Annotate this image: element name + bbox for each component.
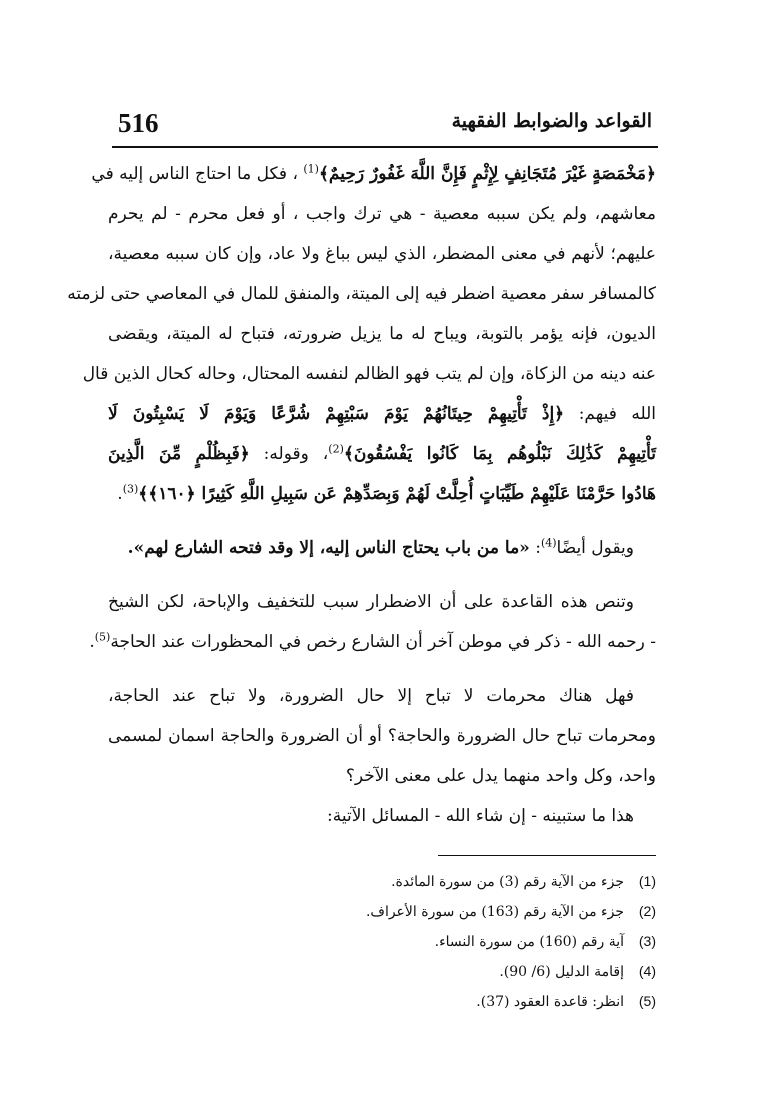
footnote-text: إقامة الدليل (6/ 90). [499, 964, 624, 980]
paragraph-line: وتنص هذه القاعدة على أن الاضطرار سبب للتخفيف والإباحة، لكن الشيخ [108, 592, 634, 612]
text-span: - رحمه الله - ذكر في موطن آخر أن الشارع رخص في المحظورات عند الحاجة [110, 632, 656, 652]
footnote-text: جزء من الآية رقم (3) من سورة المائدة. [391, 874, 624, 890]
paragraph-line: ومحرمات تباح حال الضرورة والحاجة؟ أو أن الضرورة والحاجة اسمان لمسمى [108, 726, 656, 746]
paragraph-line: عنه دينه من الزكاة، وإن لم يتب فهو الظالم لنفسه المحتال، وحاله كحال الذين قال [82, 364, 656, 384]
quran-verse: هَادُوا حَرَّمْنَا عَلَيْهِمْ طَيِّبَاتٍ أُحِلَّتْ لَهُمْ وَبِصَدِّهِمْ عَن سَبِيلِ اللَّهِ كَثِيرًا ﴿١٦٠﴾﴾ [138, 484, 656, 504]
footnote-number: (2) [638, 903, 656, 919]
footnotes [200, 866, 656, 1016]
paragraph-line: الديون، فإنه يؤمر بالتوبة، ويباح له ما يزيل ضرورته، فتباح له الميتة، ويقضى [108, 324, 656, 344]
text-span: ويقول أيضًا [556, 538, 634, 558]
footnote-number: (3) [638, 933, 656, 949]
quran-verse: ﴿مَخْمَصَةٍ غَيْرَ مُتَجَانِفٍ لِإِثْمٍ فَإِنَّ اللَّهَ غَفُورٌ رَحِيمٌ﴾ [318, 164, 656, 184]
footnote-number: (1) [638, 873, 656, 889]
footnote-number: (5) [638, 993, 656, 1009]
footnote-ref: (5) [94, 630, 111, 644]
paragraph-line [91, 154, 656, 194]
footnote-ref: (1) [303, 162, 319, 176]
text-span: ، فكل ما احتاج الناس إليه في [91, 164, 298, 184]
paragraph-line [108, 394, 656, 434]
footnote-ref: (4) [540, 536, 557, 550]
quran-verse: ﴿فَبِظُلْمٍ مِّنَ الَّذِينَ [108, 444, 250, 464]
footnote-ref: (2) [328, 442, 344, 456]
paragraph-line: فهل هناك محرمات لا تباح إلا حال الضرورة، ولا تباح عند الحاجة، [108, 686, 634, 706]
text-span: ، وقوله: [263, 444, 329, 464]
text-span: . [117, 484, 123, 504]
running-title: القواعد والضوابط الفقهية [451, 110, 652, 132]
page-header [112, 100, 658, 148]
paragraph-line [108, 474, 656, 514]
text-span: . [89, 632, 95, 652]
footnote-ref: (3) [122, 482, 139, 496]
text-span: الله فيهم: [578, 404, 656, 424]
paragraph-line: كالمسافر سفر معصية اضطر فيه إلى الميتة، والمنفق للمال في المعاصي حتى لزمته [67, 284, 656, 304]
paragraph-line: واحد، وكل واحد منهما يدل على معنى الآخر؟ [345, 766, 656, 786]
quran-verse: تَأْتِيهِمْ كَذَٰلِكَ نَبْلُوهُم بِمَا كَانُوا يَفْسُقُونَ﴾ [343, 444, 656, 464]
paragraph-line: عليهم؛ لأنهم في معنى المضطر، الذي ليس بباغ ولا عاد، وإن كان سببه معصية، [108, 244, 656, 264]
footnote-text: جزء من الآية رقم (163) من سورة الأعراف. [365, 904, 624, 920]
paragraph-line [108, 434, 656, 474]
quote-text: «ما من باب يحتاج الناس إليه، إلا وقد فتحه الشارع لهم». [127, 538, 530, 558]
footnote [200, 956, 656, 986]
footnote-number: (4) [638, 963, 656, 979]
footnote-divider [438, 855, 656, 856]
quran-verse: ﴿إِذْ تَأْتِيهِمْ حِيتَانُهُمْ يَوْمَ سَبْتِهِمْ شُرَّعًا وَيَوْمَ لَا يَسْبِتُونَ لَا [108, 404, 565, 424]
page-number: 516 [118, 108, 159, 138]
text-span: : [535, 538, 541, 558]
footnote [200, 986, 656, 1016]
footnote [200, 866, 656, 896]
paragraph-line [108, 528, 656, 568]
paragraph-line: معاشهم، ولم يكن سببه معصية - هي ترك واجب ، أو فعل محرم - لم يحرم [108, 204, 656, 224]
paragraph-line [89, 622, 656, 662]
footnote-text: انظر: قاعدة العقود (37). [476, 994, 624, 1010]
main-text [67, 154, 656, 836]
footnote-text: آية رقم (160) من سورة النساء. [434, 934, 624, 950]
paragraph-line: هذا ما ستبينه - إن شاء الله - المسائل الآتية: [327, 806, 634, 826]
footnote [200, 926, 656, 956]
footnote [200, 896, 656, 926]
